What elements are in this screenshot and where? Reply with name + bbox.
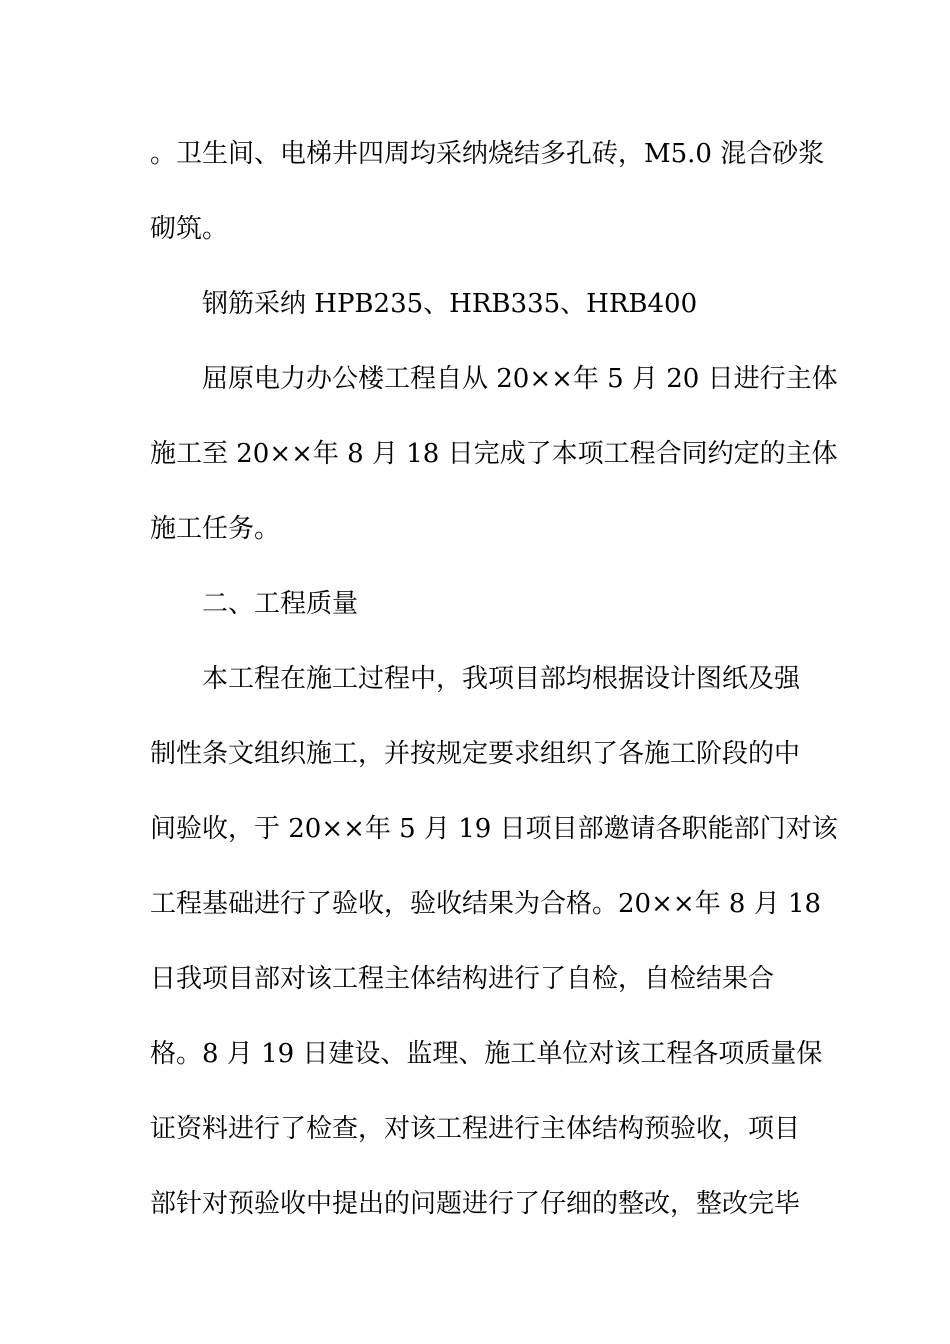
paragraph-first-line: 本工程在施工过程中，我项目部均根据设计图纸及强 xyxy=(202,664,801,694)
text-line: 证资料进行了检查，对该工程进行主体结构预验收，项目 xyxy=(150,1114,801,1144)
text-line: 间验收，于 20××年 5 月 19 日项目部邀请各职能部门对该 xyxy=(150,814,838,844)
section-heading: 二、工程质量 xyxy=(202,589,359,619)
text-line: 钢筋采纳 HPB235、HRB335、HRB400 xyxy=(202,289,698,319)
text-line: 工程基础进行了验收，验收结果为合格。20××年 8 月 18 xyxy=(150,889,822,919)
text-line: 施工任务。 xyxy=(150,514,281,544)
text-line: 日我项目部对该工程主体结构进行了自检，自检结果合 xyxy=(150,964,775,994)
text-line: 部针对预验收中提出的问题进行了仔细的整改，整改完毕 xyxy=(150,1189,801,1219)
text-line: 。卫生间、电梯井四周均采纳烧结多孔砖，M5.0 混合砂浆 xyxy=(150,139,825,169)
text-line: 砌筑。 xyxy=(150,214,229,244)
text-line: 格。8 月 19 日建设、监理、施工单位对该工程各项质量保 xyxy=(150,1039,823,1069)
text-line: 制性条文组织施工，并按规定要求组织了各施工阶段的中 xyxy=(150,739,801,769)
paragraph-first-line: 屈原电力办公楼工程自从 20××年 5 月 20 日进行主体 xyxy=(202,364,838,394)
text-line: 施工至 20××年 8 月 18 日完成了本项工程合同约定的主体 xyxy=(150,439,838,469)
